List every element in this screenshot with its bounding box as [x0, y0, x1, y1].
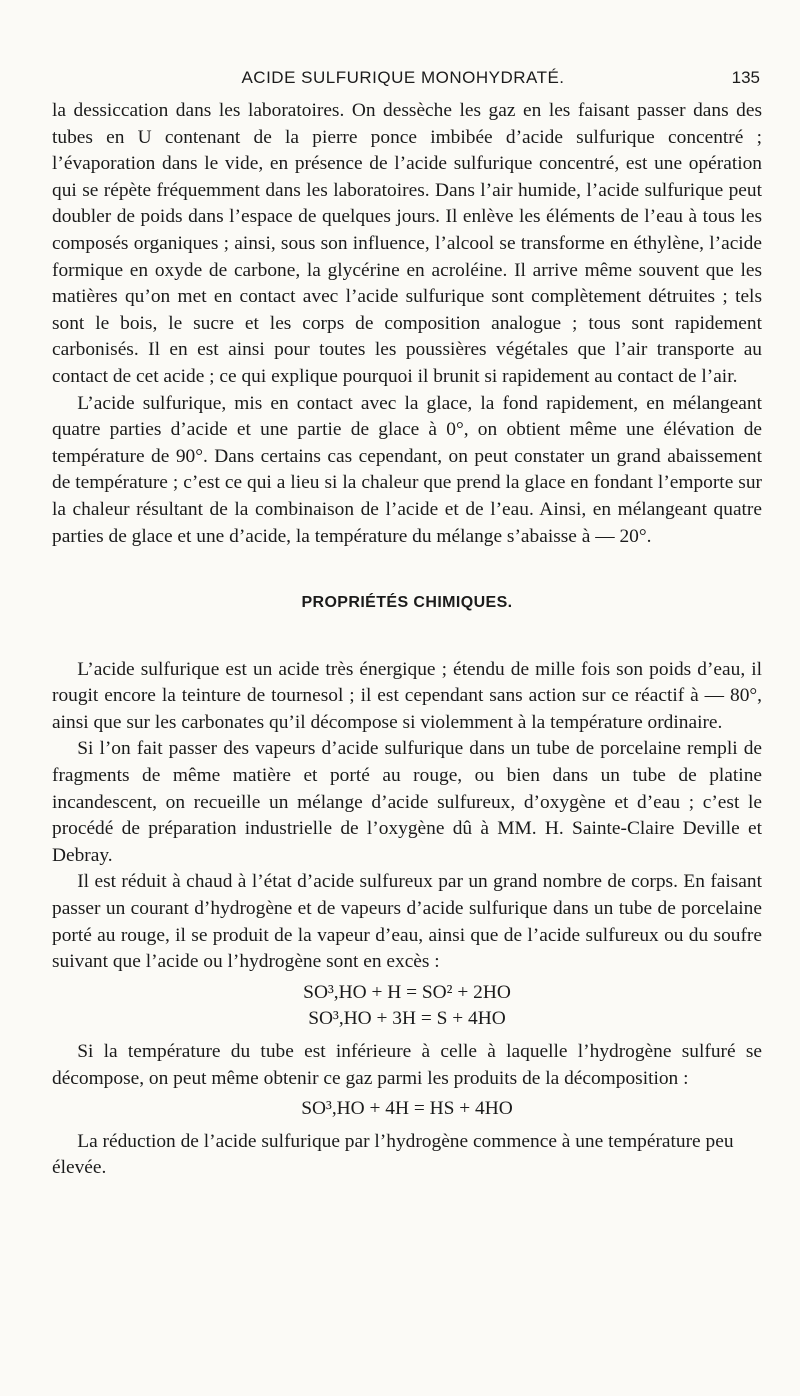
body-text	[52, 98, 762, 1182]
equation-block-1	[52, 980, 762, 1033]
page-number: 135	[731, 68, 760, 87]
page-header	[46, 62, 760, 92]
paragraph-reduction-hydrogene: La réduction de l’acide sulfurique par l’hydrogène commence à une température peu élevée.	[52, 1130, 734, 1179]
equation-block-2	[52, 1096, 762, 1123]
paragraph-vapeurs: Si l’on fait passer des vapeurs d’acide sulfurique dans un tube de porcelaine rempli de fragments de même matière et porté au rouge, ou bien dans un tube de platine incandescent, on recueille un mélange d’acide sulfureux, d’oxygène et d’eau ; c’est le procédé de préparation industrielle de l’oxygène dû à MM. H. Sainte-Claire Deville et Debray.	[52, 738, 762, 866]
equation-2: SO³,HO + 3H = S + 4HO	[308, 1008, 506, 1030]
paragraph-dessiccation: la dessiccation dans les laboratoires. On dessèche les gaz en les faisant passer dans des tubes en U contenant de la pierre ponce imbibée d’acide sulfurique concentré ; l’évaporation dans le vide, en présence de l’acide sulfurique concentré, est une opération qui se répète fréquemment dans les laboratoires. Dans l’air humide, l’acide sulfurique peut doubler de poids dans l’espace de quelques jours. Il enlève les éléments de l’eau à tous les composés organiques ; ainsi, sous son influence, l’alcool se transforme en éthylène, l’acide formique en oxyde de carbone, la glycérine en acroléine. Il arrive même souvent que les matières qu’on met en contact avec l’acide sulfurique sont complètement détruites ; tels sont le bois, le sucre et les corps de composition analogue ; tous sont rapidement carbonisés. Il en est ainsi pour toutes les poussières végétales que l’air transporte au contact de cet acide ; ce qui explique pourquoi il brunit si rapidement au contact de l’air.	[52, 100, 762, 387]
running-title: ACIDE SULFURIQUE MONOHYDRATÉ.	[241, 68, 565, 87]
paragraph-temperature-tube: Si la température du tube est inférieure à celle à laquelle l’hydrogène sulfuré se décompose, on peut même obtenir ce gaz parmi les produits de la décomposition :	[52, 1041, 762, 1089]
paragraph-glace: L’acide sulfurique, mis en contact avec la glace, la fond rapidement, en mélangeant quatre parties d’acide et une partie de glace à 0°, on obtient même une élévation de température de 90°. Dans certains cas cependant, on peut constater un grand abaissement de température ; c’est ce qui a lieu si la chaleur que prend la glace en fondant l’emporte sur la chaleur résultant de la combinaison de l’acide et de l’eau. Ainsi, en mélangeant quatre parties de glace et une d’acide, la température du mélange s’abaisse à — 20°.	[52, 392, 762, 547]
paragraph-reduction-chaud: Il est réduit à chaud à l’état d’acide sulfureux par un grand nombre de corps. En faisant passer un courant d’hydrogène et de vapeurs d’acide sulfurique dans un tube de porcelaine porté au rouge, il se produit de la vapeur d’eau, ainsi que de l’acide sulfureux ou du soufre suivant que l’acide ou l’hydrogène sont en excès :	[52, 871, 762, 973]
equation-1: SO³,HO + H = SO² + 2HO	[303, 981, 511, 1003]
equation-3: SO³,HO + 4H = HS + 4HO	[301, 1098, 513, 1120]
paragraph-acide-energique: L’acide sulfurique est un acide très énergique ; étendu de mille fois son poids d’eau, il rougit encore la teinture de tournesol ; il est cependant sans action sur ce réactif à — 80°, ainsi que sur les carbonates qu’il décompose si violemment à la température ordinaire.	[52, 658, 762, 733]
section-heading: PROPRIÉTÉS CHIMIQUES.	[301, 594, 513, 612]
